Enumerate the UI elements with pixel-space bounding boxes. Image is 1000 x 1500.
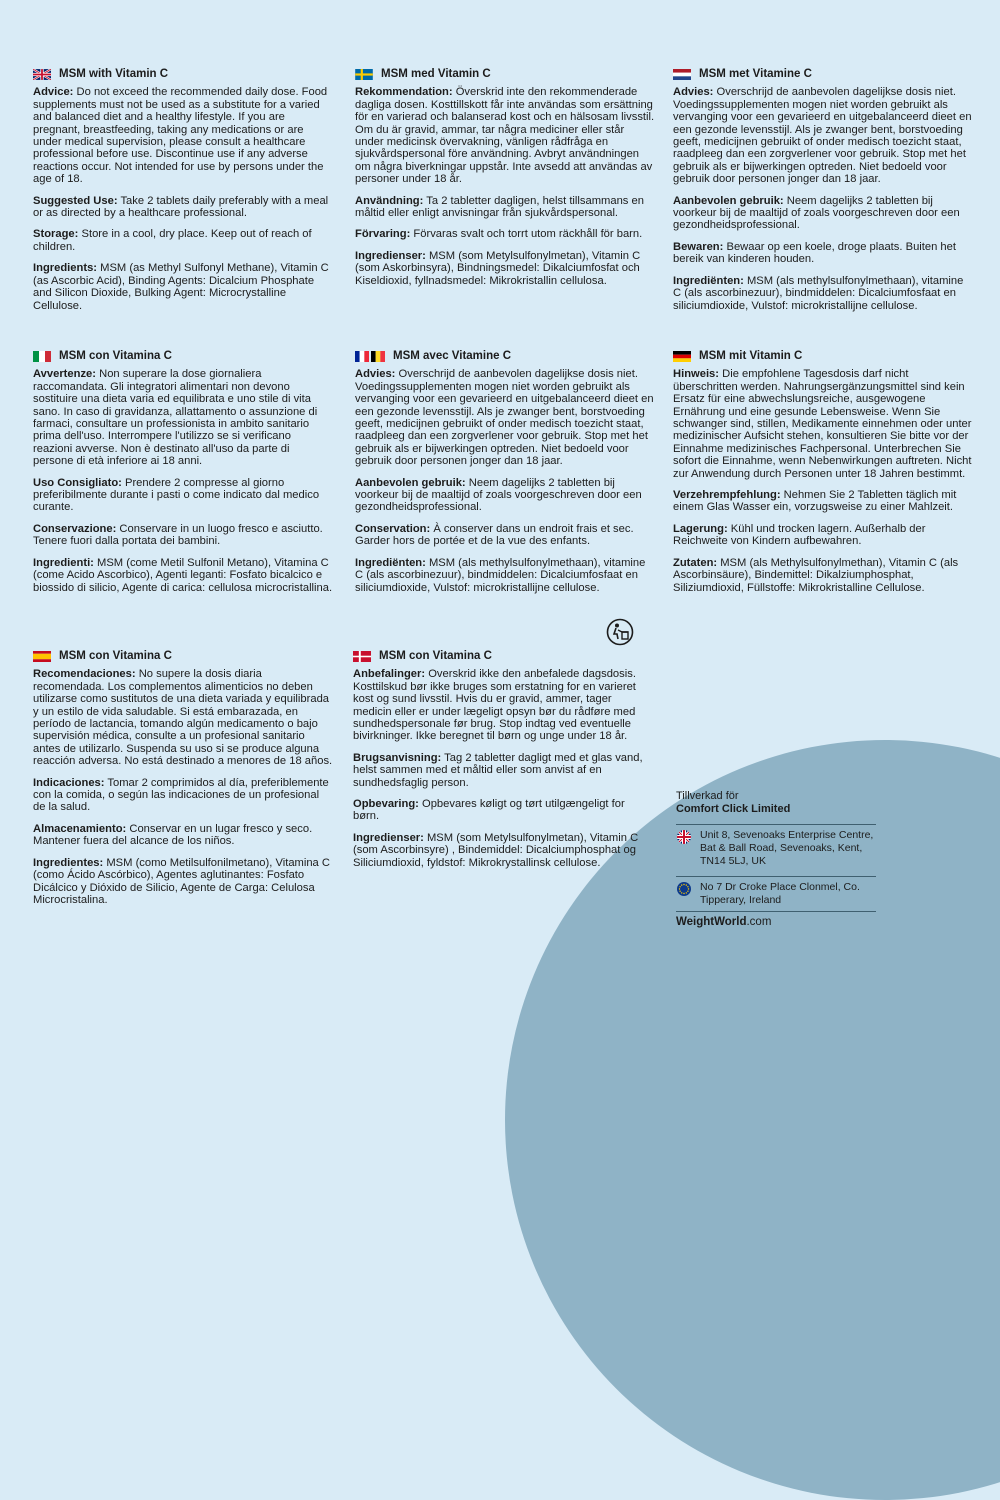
panel-section <box>33 368 333 467</box>
panel-title: MSM con Vitamina C <box>379 650 492 662</box>
brand-suffix: .com <box>746 916 772 928</box>
panel-section <box>353 752 653 789</box>
panel-section <box>355 86 655 185</box>
section-label: Aanbevolen gebruik: <box>673 194 784 207</box>
section-text: MSM (som Metylsulfonylmetan), Vitamin C (som Askorbinsyra), Bindningsmedel: Dikalciumfosfat och Kiseldioxid, fyllnadsmedel: Mikrokristallin cellulosa. <box>355 249 641 287</box>
section-label: Ingredients: <box>33 262 98 275</box>
section-text: Ta 2 tabletter dagligen, helst tillsammans en måltid eller enligt anvisningar från sjukvårdspersonal. <box>355 194 644 220</box>
italy-flag-icon <box>33 351 51 362</box>
uk-flag-icon <box>33 69 51 80</box>
section-text: Förvaras svalt och torrt utom räckhåll för barn. <box>410 228 643 241</box>
section-label: Uso Consigliato: <box>33 476 122 489</box>
panel-title: MSM med Vitamin C <box>381 68 491 80</box>
panel-section <box>353 668 653 742</box>
panel-header <box>33 68 333 80</box>
label-panel <box>355 350 655 603</box>
panel-section <box>33 823 333 848</box>
uk-flag-icon <box>676 829 692 849</box>
uk-address: Unit 8, Sevenoaks Enterprise Centre, Bat & Ball Road, Sevenoaks, Kent, TN14 5LJ, UK <box>700 829 874 867</box>
panel-section <box>355 195 655 220</box>
panel-section <box>33 777 333 814</box>
section-text: Conservar en un lugar fresco y seco. Mantener fuera del alcance de los niños. <box>33 822 313 848</box>
section-label: Ingrediënten: <box>673 274 744 287</box>
panel-section <box>673 489 973 514</box>
section-label: Conservation: <box>355 522 431 535</box>
section-text: MSM (come Metil Sulfonil Metano), Vitamina C (come Acido Ascorbico), Agenti leganti: Fosfato bicalcico e biossido di silicio, Agente di carica: cellulosa microcristallina. <box>33 556 333 594</box>
section-label: Ingredienser: <box>355 249 426 262</box>
label-panel <box>33 650 333 915</box>
section-text: Tomar 2 comprimidos al día, preferiblemente con la comida, o según las indicaciones de un profesional de la salud. <box>33 776 329 814</box>
section-text: Kühl und trocken lagern. Außerhalb der Reichweite von Kindern aufbewahren. <box>673 522 926 548</box>
denmark-flag-icon <box>353 651 371 662</box>
sweden-flag-icon <box>355 69 373 80</box>
section-label: Indicaciones: <box>33 776 105 789</box>
made-for-label: Tillverkad för <box>676 790 739 802</box>
panel-header <box>355 68 655 80</box>
panel-section <box>33 195 333 220</box>
section-label: Advies: <box>355 368 396 381</box>
panel-section <box>673 86 973 185</box>
section-text: Overskrid ikke den anbefalede dagsdosis. Kosttilskud bør ikke bruges som erstatning for en varieret kost og sund livsstil. Hvis du er gravid, ammer, tager medicin eller er under lægeligt opsyn bør du rådføre med sundhedspersonale før brug. Stop indtag ved eventuelle bivirkninger. Ikke beregnet til børn og unge under 18 år. <box>353 668 636 743</box>
section-text: Die empfohlene Tagesdosis darf nicht überschritten werden. Nahrungsergänzungsmittel sind kein Ersatz für eine abwechslungsreiche, ausgewogene Ernährung und eine gesunde Lebensweise. Wenn Sie schwanger sind, stillen, Medikamente einnehmen oder unter medizinischer Aufsicht stehen, konsultieren Sie bitte vor der Einnahme medizinisches Fachpersonal. Unterbrechen Sie sofort die Einnahme, wenn Nebenwirkungen auftreten. Nicht zur Anwendung durch Personen unter 18 Jahren bestimmt. <box>673 368 972 480</box>
panel-header <box>353 650 653 662</box>
tidyman-recycle-icon <box>606 618 634 646</box>
panel-section <box>355 557 655 594</box>
label-panel <box>673 350 973 603</box>
panel-section <box>33 557 333 594</box>
section-text: MSM (als Methylsulfonylmethan), Vitamin C (als Ascorbinsäure), Bindemittel: Dikalziumphosphat, Siliziumdioxid, Füllstoffe: Mikrokristalline Cellulose. <box>673 556 959 594</box>
section-label: Avvertenze: <box>33 368 97 381</box>
netherlands-flag-icon <box>673 69 691 80</box>
section-text: Neem dagelijks 2 tabletten bij voorkeur bij de maaltijd of zoals voorgeschreven door een gezondheidsprofessional. <box>355 476 642 514</box>
panel-header <box>673 68 973 80</box>
panel-title: MSM con Vitamina C <box>59 650 172 662</box>
section-text: Nehmen Sie 2 Tabletten täglich mit einem Glas Wasser ein, vorzugsweise zu einer Mahlzeit. <box>673 489 957 514</box>
section-text: Do not exceed the recommended daily dose. Food supplements must not be used as a substitute for a varied and balanced diet and a healthy lifestyle. If you are pregnant, breastfeeding, taking any medications or are under medical supervision, please consult a healthcare professional before use. Discontinue use if any adverse reactions occur. Not intended for use by persons under the age of 18. <box>33 86 328 186</box>
panel-title: MSM con Vitamina C <box>59 350 172 362</box>
label-panel <box>353 650 653 878</box>
section-label: Recomendaciones: <box>33 668 136 681</box>
section-text: À conserver dans un endroit frais et sec. Garder hors de portée et de la vue des enfants. <box>355 522 634 548</box>
uk-address-row <box>676 824 876 872</box>
section-text: Non superare la dose giornaliera raccomandata. Gli integratori alimentari non devono sostituire una dieta varia ed equilibrata e uno stile di vita sano. In caso di gravidanza, allattamento o assunzione di farmaci, consultare un professionista in ambito sanitario prima dell'uso. Interrompere l'utilizzo se si verificano reazioni avverse. Non è destinato all'uso da parte di persone di età inferiore ai 18 anni. <box>33 368 318 468</box>
panel-title: MSM met Vitamine C <box>699 68 812 80</box>
section-label: Ingredienser: <box>353 831 424 844</box>
panel-section <box>33 228 333 253</box>
panel-section <box>673 368 973 480</box>
label-panel <box>355 68 655 296</box>
eu-address: No 7 Dr Croke Place Clonmel, Co. Tipperary, Ireland <box>700 881 860 906</box>
section-text: MSM (als methylsulfonylmethaan), vitamine C (als ascorbinezuur), bindmiddelen: Dicalciumfosfaat en siliciumdioxide, Vulstof: microkristallijne cellulose. <box>355 556 646 594</box>
panel-section <box>33 86 333 185</box>
panel-section <box>33 668 333 767</box>
section-label: Almacenamiento: <box>33 822 127 835</box>
panel-section <box>673 241 973 266</box>
label-panel <box>33 350 333 603</box>
section-text: Överskrid inte den rekommenderade dagliga dosen. Kosttillskott får inte användas som ersättning för en varierad och balanserad kost och en hälsosam livsstil. Om du är gravid, ammar, tar några mediciner eller står under medicinsk övervakning, vänligen rådfråga en sjukvårdspersonal före användning. Avbryt användningen om några biverkningar uppstår. Inte avsedd att användas av personer under 18 år. <box>355 86 655 186</box>
panel-title: MSM avec Vitamine C <box>393 350 512 362</box>
panel-header <box>673 350 973 362</box>
eu-flag-icon <box>676 881 692 901</box>
section-text: MSM (som Metylsulfonylmetan), Vitamin C (som Ascorbinsyre) , Bindemiddel: Dicalciumphosphat og Siliciumdioxid, fyldstof: Mikrokrystallinsk cellulose. <box>353 831 639 869</box>
section-label: Förvaring: <box>355 228 411 241</box>
section-text: Tag 2 tabletter dagligt med et glas vand, helst sammen med et måltid eller som anvist af en sundhedsfaglig person. <box>353 751 643 789</box>
label-panel <box>673 68 973 321</box>
panel-section <box>353 832 653 869</box>
panel-header <box>355 350 655 362</box>
section-label: Ingrediënten: <box>355 556 426 569</box>
panel-section <box>355 250 655 287</box>
section-label: Användning: <box>355 194 424 207</box>
panel-section <box>33 523 333 548</box>
section-text: Take 2 tablets daily preferably with a meal or as directed by a healthcare professional. <box>33 194 329 220</box>
section-label: Advice: <box>33 86 74 99</box>
section-label: Aanbevolen gebruik: <box>355 476 466 489</box>
section-label: Brugsanvisning: <box>353 751 442 764</box>
germany-flag-icon <box>673 351 691 362</box>
section-label: Ingredientes: <box>33 856 104 869</box>
section-text: No supere la dosis diaria recomendada. Los complementos alimenticios no deben utilizarse como sustitutos de una dieta variada y equilibrada y un estilo de vida saludable. Si está embarazada, en período de lactancia, tomando algún medicamento o bajo supervisión médica, consulte a un profesional sanitario antes de utilizarlo. Suspenda su uso si se produce alguna reacción adversa. No está destinado a menores de 18 años. <box>33 668 333 768</box>
panel-header <box>33 650 333 662</box>
section-text: Overschrijd de aanbevolen dagelijkse dosis niet. Voedingssupplementen mogen niet worden gebruikt als vervanging voor een gevarieerd en uitgebalanceerd dieet en een gezonde levensstijl. Als je zwanger bent, borstvoeding geeft, medicijnen gebruikt of onder medisch toezicht staat, raadpleeg dan een zorgverlener voor gebruik. Stop met het gebruik als er bijwerkingen optreden. Niet bedoeld voor gebruik door personen jonger dan 18 jaar. <box>673 86 972 186</box>
panel-section <box>355 477 655 514</box>
section-label: Ingredienti: <box>33 556 94 569</box>
panel-section <box>33 477 333 514</box>
section-label: Bewaren: <box>673 240 724 253</box>
panel-section <box>673 275 973 312</box>
section-label: Lagerung: <box>673 522 728 535</box>
company-info <box>676 790 876 929</box>
panel-section <box>355 368 655 467</box>
company-name: Comfort Click Limited <box>676 803 791 815</box>
panel-title: MSM with Vitamin C <box>59 68 169 80</box>
section-label: Storage: <box>33 228 79 241</box>
brand-website <box>676 911 876 929</box>
eu-address-row <box>676 876 876 911</box>
section-label: Zutaten: <box>673 556 718 569</box>
section-text: Conservare in un luogo fresco e asciutto. Tenere fuori dalla portata dei bambini. <box>33 522 323 548</box>
section-label: Advies: <box>673 86 714 99</box>
panel-section <box>353 798 653 823</box>
france-belgium-flags-icon <box>355 351 385 362</box>
section-text: Prendere 2 compresse al giorno preferibilmente durante i pasti o come indicato dal medico curante. <box>33 476 320 514</box>
section-label: Anbefalinger: <box>353 668 426 681</box>
section-text: MSM (como Metilsulfonilmetano), Vitamina C (como Ácido Ascórbico), Agentes aglutinantes: Fosfato Dicálcico y Dióxido de Silicio, Agente de Carga: Celulosa Microcristalina. <box>33 856 330 906</box>
section-text: Bewaar op een koele, droge plaats. Buiten het bereik van kinderen houden. <box>673 240 956 266</box>
section-text: Neem dagelijks 2 tabletten bij voorkeur bij de maaltijd of zoals voorgeschreven door een gezondheidsprofessional. <box>673 194 960 232</box>
section-label: Rekommendation: <box>355 86 453 99</box>
panel-section <box>673 557 973 594</box>
panel-section <box>355 228 655 240</box>
panel-header <box>33 350 333 362</box>
panel-section <box>673 195 973 232</box>
section-text: MSM (als methylsulfonylmethaan), vitamine C (als ascorbinezuur), bindmiddelen: Dicalciumfosfaat en siliciumdioxide, Vulstof: microkristallijne cellulose. <box>673 274 964 312</box>
section-label: Verzehrempfehlung: <box>673 489 781 502</box>
panel-section <box>673 523 973 548</box>
panel-section <box>33 262 333 312</box>
panel-section <box>355 523 655 548</box>
section-text: Overschrijd de aanbevolen dagelijkse dosis niet. Voedingssupplementen mogen niet worden gebruikt als vervanging voor een gevarieerd en uitgebalanceerd dieet en een gezonde levensstijl. Als je zwanger bent, borstvoeding geeft, medicijnen gebruikt of onder medisch toezicht staat, raadpleeg dan een zorgverlener voor gebruik. Stop met het gebruik als er bijwerkingen optreden. Niet bedoeld voor gebruik door personen jonger dan 18 jaar. <box>355 368 654 468</box>
brand-name: WeightWorld <box>676 916 747 928</box>
section-text: MSM (as Methyl Sulfonyl Methane), Vitamin C (as Ascorbic Acid), Binding Agents: Dicalcium Phosphate and Silicon Dioxide, Bulking Agent: Microcrystalline Cellulose. <box>33 262 329 312</box>
section-label: Opbevaring: <box>353 798 419 811</box>
section-label: Conservazione: <box>33 522 117 535</box>
label-panel <box>33 68 333 321</box>
section-text: Opbevares køligt og tørt utilgængeligt for børn. <box>353 798 625 823</box>
section-label: Suggested Use: <box>33 194 118 207</box>
spain-flag-icon <box>33 651 51 662</box>
section-label: Hinweis: <box>673 368 720 381</box>
panel-section <box>33 857 333 907</box>
section-text: Store in a cool, dry place. Keep out of reach of children. <box>33 228 312 253</box>
panel-title: MSM mit Vitamin C <box>699 350 803 362</box>
